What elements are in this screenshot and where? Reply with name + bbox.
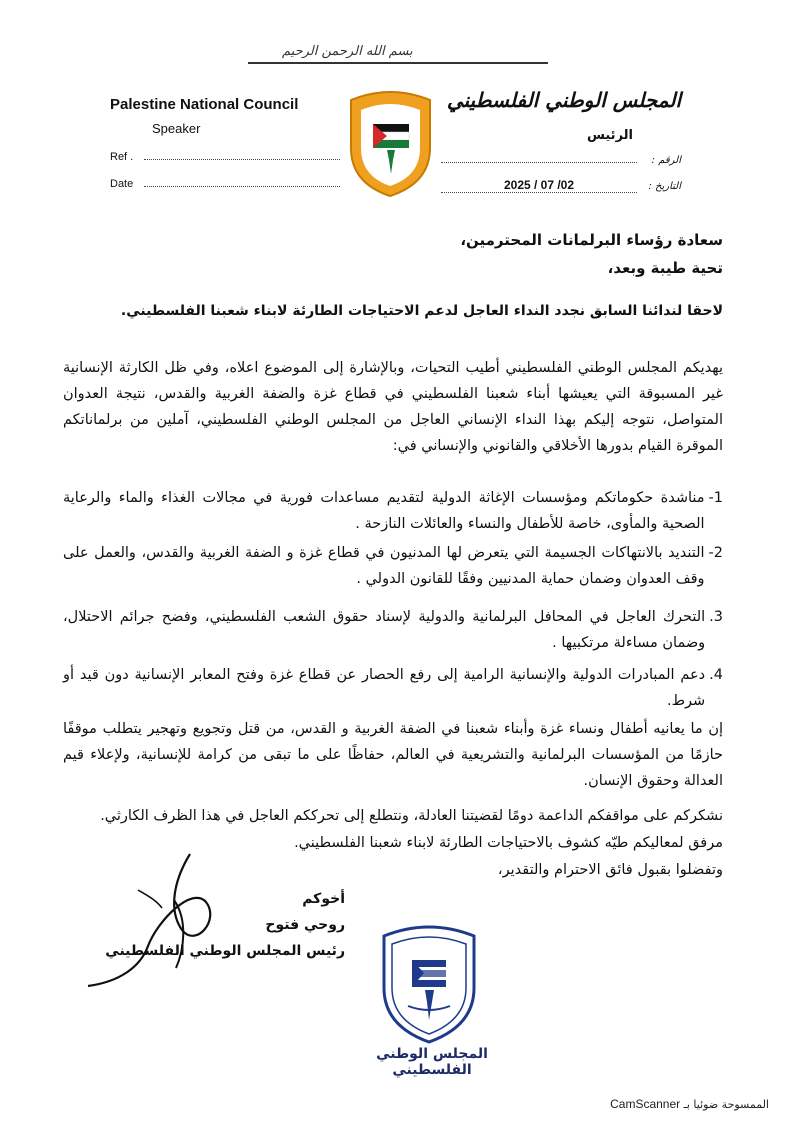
scanner-label: الممسوحة ضوئيا بـ bbox=[683, 1098, 769, 1111]
closing-line: وتفضلوا بقبول فائق الاحترام والتقدير، bbox=[497, 862, 723, 878]
salutation-line-1: سعادة رؤساء البرلمانات المحترمين، bbox=[460, 231, 723, 249]
thanks-paragraph: نشكركم على مواقفكم الداعمة دومًا لقضيتنا العادلة، ونتطلع إلى تحرككم العاجل في هذا الظرف الكارثي. bbox=[100, 808, 723, 824]
signatory-title: رئيس المجلس الوطني الفلسطيني bbox=[105, 943, 345, 959]
ref-row-ar bbox=[441, 155, 681, 166]
ref-dotted-line bbox=[144, 149, 340, 160]
list-item-text: التنديد بالانتهاكات الجسيمة التي يتعرض لها المدنيون في قطاع غزة و الضفة الغربية والقدس، والعمل على وقف العدوان وضمان حماية المدنيين وفقًا للقانون الدولي . bbox=[63, 545, 705, 587]
date-row-en bbox=[110, 176, 340, 190]
list-item bbox=[63, 604, 723, 656]
council-seal-icon bbox=[378, 922, 480, 1044]
bismillah-calligraphy: بسم الله الرحمن الرحيم bbox=[282, 44, 413, 59]
attachment-note: مرفق لمعاليكم طيّه كشوف بالاحتياجات الطارئة لابناء شعبنا الفلسطيني. bbox=[294, 835, 723, 851]
list-item-text: دعم المبادرات الدولية والإنسانية الرامية إلى رفع الحصار عن قطاع غزة وفتح المعابر الإنسانية دون قيد أو شرط. bbox=[63, 667, 706, 709]
signatory-name: روحي فتوح bbox=[265, 917, 345, 933]
list-item bbox=[63, 485, 723, 537]
scanner-brand: CamScanner bbox=[610, 1097, 681, 1111]
date-label-ar: التاريخ : bbox=[648, 181, 681, 192]
ref-label-ar: الرقم : bbox=[651, 155, 681, 166]
date-label-en: Date bbox=[110, 178, 134, 190]
speaker-title-en: Speaker bbox=[152, 121, 201, 136]
salutation-line-2: تحية طيبة وبعد، bbox=[607, 259, 723, 277]
appeal-paragraph: إن ما يعانيه أطفال ونساء غزة وأبناء شعبنا في الضفة الغربية و القدس، من قتل وتجويع وتهجير يتطلب موقفًا حازمًا من المؤسسات البرلمانية والتشريعية في العالم، حفاظًا على ما تبقى من كرامة للإنسانية، ولإعلاء قيم العدالة وحقوق الإنسان. bbox=[63, 721, 723, 789]
list-item-number: 4. bbox=[709, 667, 723, 683]
list-item bbox=[63, 540, 723, 592]
signature-greeting: أخوكم bbox=[302, 891, 345, 907]
letter-subject: لاحقا لندائنا السابق نجدد النداء العاجل لدعم الاحتياجات الطارئة لابناء شعبنا الفلسطيني. bbox=[120, 303, 723, 319]
english-letterhead bbox=[110, 96, 340, 190]
salutation bbox=[460, 226, 723, 282]
list-item-text: مناشدة حكوماتكم ومؤسسات الإغاثة الدولية لتقديم مساعدات فورية في مجالات الغذاء والماء والرعاية الصحية والمأوى، خاصة للأطفال والنساء والعائلات النازحة . bbox=[63, 490, 705, 532]
intro-paragraph: يهديكم المجلس الوطني الفلسطيني أطيب التحيات، وبالإشارة إلى الموضوع اعلاه، وفي ظل الكارثة الإنسانية غير المسبوقة التي يعيشها أبناء شعبنا الفلسطيني في قطاع غزة والضفة الغربية والقدس، نتيجة العدوان المتواصل، نتوجه إليكم بهذا النداء الإنساني العاجل من المجلس الوطني الفلسطيني، آملين من برلماناتكم الموقرة القيام بدورها الأخلاقي والقانوني والإنساني في: bbox=[63, 360, 723, 454]
org-name-ar: المجلس الوطني الفلسطيني bbox=[446, 88, 681, 112]
list-item-number: 2- bbox=[708, 545, 723, 561]
list-item bbox=[63, 662, 723, 714]
signature-block bbox=[105, 886, 345, 964]
date-value-ar: 2025 / 07 /02 bbox=[441, 178, 637, 193]
list-item-text: التحرك العاجل في المحافل البرلمانية والدولية لإسناد حقوق الشعب الفلسطيني، وفضح جرائم الاحتلال، وضمان مساءلة مرتكبيها . bbox=[63, 609, 706, 651]
header-rule bbox=[248, 62, 548, 64]
date-dotted-line bbox=[144, 176, 340, 187]
seal-caption: المجلس الوطني الفلسطيني bbox=[376, 1046, 488, 1078]
arabic-letterhead bbox=[441, 88, 681, 193]
plo-emblem-icon bbox=[343, 88, 438, 198]
scanner-watermark bbox=[610, 1097, 769, 1111]
date-row-ar bbox=[441, 178, 681, 193]
list-item-number: 1- bbox=[708, 490, 723, 506]
ref-row-en bbox=[110, 149, 340, 163]
ref-value-ar bbox=[441, 162, 637, 163]
speaker-title-ar: الرئيس bbox=[587, 128, 633, 143]
ref-label-en: Ref . bbox=[110, 151, 134, 163]
list-item-number: 3. bbox=[709, 609, 723, 625]
org-name-en: Palestine National Council bbox=[110, 96, 299, 113]
